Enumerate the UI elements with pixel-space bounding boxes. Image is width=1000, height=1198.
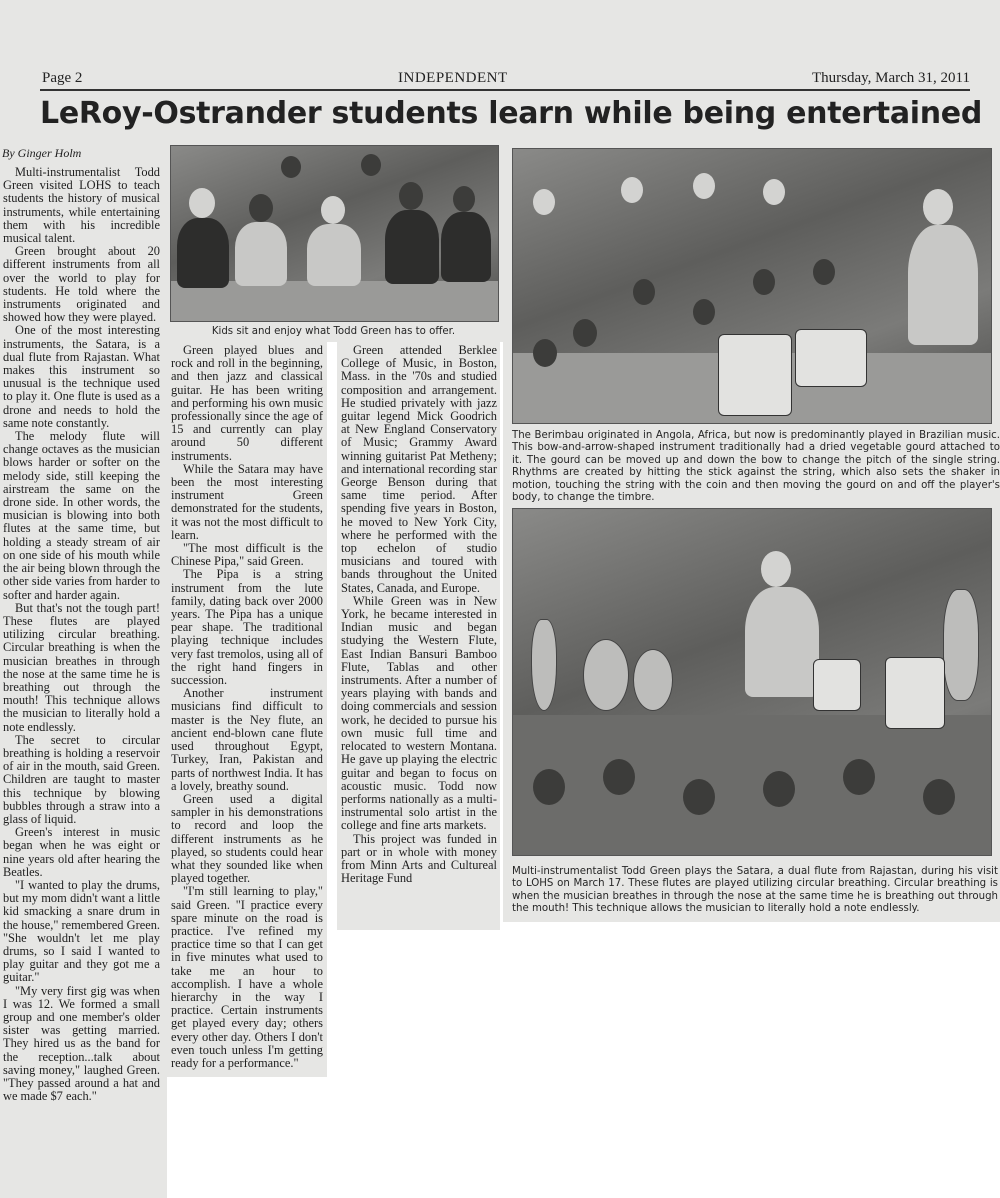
article-column-3 bbox=[341, 344, 497, 885]
lute-instrument bbox=[633, 649, 673, 711]
child-head bbox=[321, 196, 345, 224]
paragraph: While Green was in New York, he became interested in Indian music and began studying the Western Flute, East Indian Bansuri Bamboo Flute, Tablas and other instruments. After a number of years playing with bands and doing commercials and session work, he decided to pursue his own music full time and relocated to western Montana. He gave up playing the electric guitar and began to focus on acoustic music. Todd now performs nationally as a multi-instrumental solo artist in the college and fine arts markets. bbox=[341, 593, 497, 833]
photo-1-caption: Kids sit and enjoy what Todd Green has to offer. bbox=[211, 326, 456, 337]
paragraph: One of the most interesting instruments, the Satara, is a dual flute from Rajastan. What makes this instrument so unusual is the technique used to play it. One flute is used as a drone and needs to hold the same note constantly. bbox=[3, 323, 160, 430]
photo-satara bbox=[512, 508, 992, 856]
child-head bbox=[533, 769, 565, 805]
paragraph: The secret to circular breathing is holding a reservoir of air in the mouth, said Green. Children are taught to master this technique by blowing bubbles through a straw into a glass of liquid. bbox=[3, 732, 160, 826]
photo-kids-sitting bbox=[170, 145, 499, 322]
adult-head bbox=[281, 156, 301, 178]
child-head bbox=[603, 759, 635, 795]
child-head bbox=[533, 339, 557, 367]
tabla bbox=[795, 329, 867, 387]
child-head bbox=[189, 188, 215, 218]
paragraph: This project was funded in part or in whole with money from Minn Arts and Cultureal Heritage Fund bbox=[341, 831, 497, 886]
child-head bbox=[923, 779, 955, 815]
child-head bbox=[693, 299, 715, 325]
child-head bbox=[453, 186, 475, 212]
page-number: Page 2 bbox=[42, 70, 83, 86]
paragraph: While the Satara may have been the most interesting instrument Green demonstrated for the students, it was not the most difficult to learn. bbox=[171, 461, 323, 542]
child-head bbox=[753, 269, 775, 295]
byline: By Ginger Holm bbox=[2, 146, 82, 160]
adult-head bbox=[763, 179, 785, 205]
headline: LeRoy-Ostrander students learn while being entertained bbox=[40, 96, 983, 131]
drum bbox=[718, 334, 792, 416]
photo-2-caption: The Berimbau originated in Angola, Africa, but now is predominantly played in Brazilian music. This bow-and-arrow-shaped instrument traditionally had a dried vegetable gourd attached to it. The gourd can be moved up and down the bow to change the pitch of the single string. Rhythms are created by hitting the stick against the string, which also sets the shaker in motion, touching the string with the coin and then moving the gourd on and off the player's body, to change the timbre. bbox=[512, 430, 1000, 504]
audience-area bbox=[513, 715, 991, 855]
paragraph: "The most difficult is the Chinese Pipa," said Green. bbox=[171, 541, 323, 569]
child-head bbox=[633, 279, 655, 305]
paragraph: "My very first gig was when I was 12. We formed a small group and one member's older sister was getting married. They hired us as the band for the reception...talk about saving money," laughed Green. "They passed around a hat and we made $7 each." bbox=[3, 983, 160, 1104]
article-column-1 bbox=[3, 166, 160, 1103]
child-head bbox=[843, 759, 875, 795]
child-head bbox=[683, 779, 715, 815]
adult-head bbox=[361, 154, 381, 176]
musician-head bbox=[923, 189, 953, 225]
article-column-2 bbox=[171, 344, 323, 1070]
adult-head bbox=[533, 189, 555, 215]
child-body bbox=[385, 210, 439, 284]
paragraph: "I wanted to play the drums, but my mom didn't want a little kid smacking a snare drum in the house," remembered Green. "She wouldn't let me play drums, so I said I wanted to play guitar and they got me a guitar." bbox=[3, 877, 160, 985]
child-body bbox=[307, 224, 361, 286]
child-body bbox=[177, 218, 229, 288]
paragraph: Green used a digital sampler in his demonstrations to record and loop the different instruments as he played, so students could hear what they sounded like when played together. bbox=[171, 791, 323, 886]
child-head bbox=[249, 194, 273, 222]
child-body bbox=[441, 212, 491, 282]
top-rule bbox=[40, 89, 970, 91]
lute-instrument bbox=[583, 639, 629, 711]
musician-body bbox=[908, 225, 978, 345]
issue-date: Thursday, March 31, 2011 bbox=[811, 70, 970, 86]
adult-head bbox=[693, 173, 715, 199]
photo-3-caption: Multi-instrumentalist Todd Green plays the Satara, a dual flute from Rajastan, during his visit to LOHS on March 17. These flutes are played utilizing circular breathing. Circular breathing is when the musician breathes in through the nose at the same time he is breathing out through the mouth! This technique allows the musician to literally hold a note endlessly. bbox=[512, 866, 998, 915]
paragraph: Green attended Berklee College of Music, in Boston, Mass. in the '70s and studied composition and arrangement. He studied privately with jazz guitar legend Mick Goodrich at New England Conservatory of Music; Grammy Award winning guitarist Pat Metheny; and international recording star George Benson during that same time period. After spending five years in Boston, he moved to New York City, where he performed with the top echelon of studio musicians and toured with bands throughout the United States, Canada, and Europe. bbox=[341, 343, 497, 595]
musician-body bbox=[745, 587, 819, 697]
child-head bbox=[573, 319, 597, 347]
musician-head bbox=[761, 551, 791, 587]
paragraph: "I'm still learning to play," said Green. "I practice every spare minute on the road is practice. I've refined my practice time so that I can get in five minutes what used to take me an hour to accomplish. I have a whole hierarchy in the way I practice. Certain instruments get played every day; others every other day. Others I don't even touch unless I'm getting ready for a performance." bbox=[171, 884, 323, 1070]
child-head bbox=[813, 259, 835, 285]
adult-head bbox=[621, 177, 643, 203]
guitar-instrument bbox=[943, 589, 979, 701]
child-head bbox=[763, 771, 795, 807]
pipa-instrument bbox=[531, 619, 557, 711]
paragraph: Green played blues and rock and roll in the beginning, and then jazz and classical guitar. He has been writing and performing his own music professionally since the age of 15 and currently can play around 50 different instruments. bbox=[171, 343, 323, 463]
paragraph: Multi-instrumentalist Todd Green visited LOHS to teach students the history of musical instruments, while entertaining them with his incredible musical talent. bbox=[3, 165, 160, 246]
drum bbox=[885, 657, 945, 729]
paragraph: Green's interest in music began when he was eight or nine years old after hearing the Beatles. bbox=[3, 825, 160, 879]
paragraph: But that's not the tough part! These flutes are played utilizing circular breathing. Circular breathing is when the musician breathes in through the nose at the same time he is breathing out through the mouth! This technique allows the musician to literally hold a note endlessly. bbox=[3, 600, 160, 734]
child-body bbox=[235, 222, 287, 286]
paper-name: INDEPENDENT bbox=[398, 70, 508, 86]
child-head bbox=[399, 182, 423, 210]
photo-berimbau bbox=[512, 148, 992, 424]
paragraph: Green brought about 20 different instruments from all over the world to play for students. He told where the instruments originated and showed how they were played. bbox=[3, 244, 160, 325]
paragraph: The Pipa is a string instrument from the lute family, dating back over 2000 years. The Pipa has a unique pear shape. The traditional playing technique includes very fast tremolos, using all of the right hand fingers in succession. bbox=[171, 567, 323, 688]
tabla bbox=[813, 659, 861, 711]
paragraph: The melody flute will change octaves as the musician blows harder or softer on the melody side, still keeping the airstream the same on the drone side. In other words, the musician is blowing into both flutes at the same time, but holding a steady stream of air on one side of his mouth while the air being blown through the other side varies from harder to softer and harder again. bbox=[3, 429, 160, 602]
paragraph: Another instrument musicians find difficult to master is the Ney flute, an ancient end-blown cane flute used throughout Egypt, Turkey, Iran, Pakistan and parts of northwest India. It has a lovely, breathy sound. bbox=[171, 686, 323, 793]
